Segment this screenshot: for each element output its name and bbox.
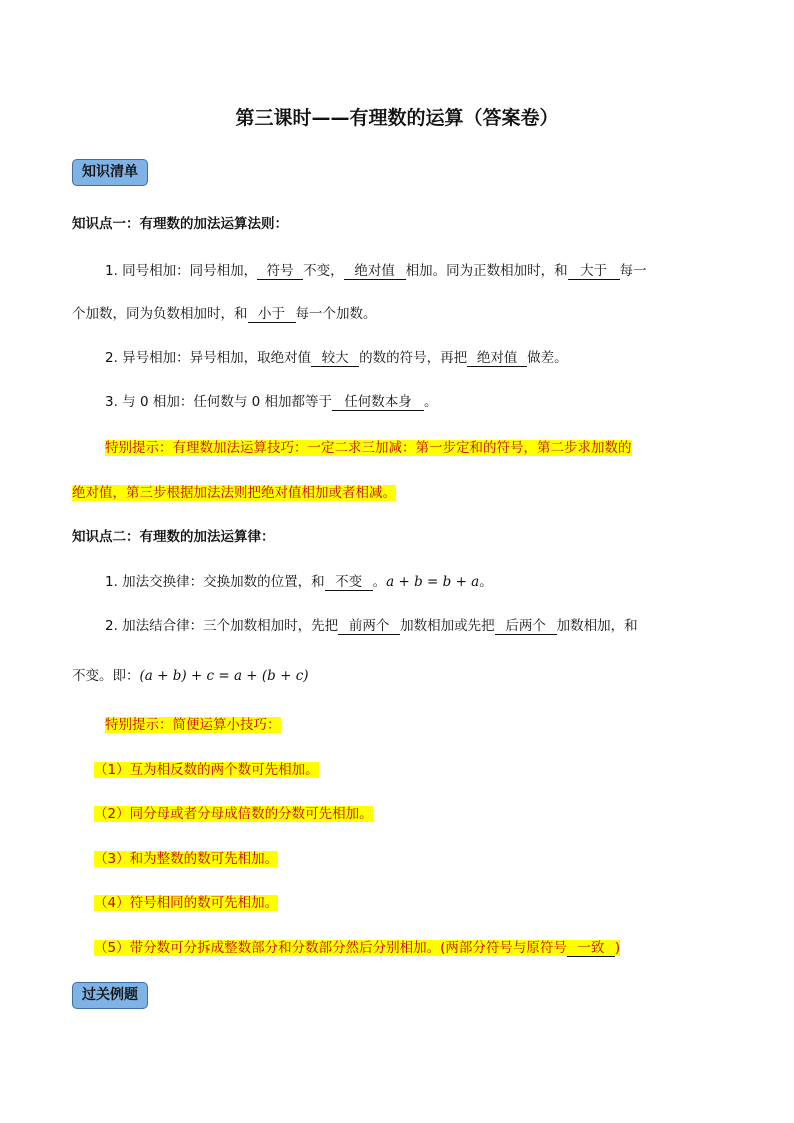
text: 每一个加数。 [295, 306, 377, 322]
answer-blank: 绝对值 [344, 263, 406, 280]
text: 不变， [303, 263, 344, 279]
tip-text: （3）和为整数的数可先相加。 [94, 851, 279, 867]
answer-blank: 绝对值 [467, 350, 527, 367]
answer-blank: 小于 [248, 306, 296, 323]
kp1-rule2 [105, 346, 568, 367]
kp2-tip-3 [94, 847, 278, 867]
page-title: 第三课时——有理数的运算（答案卷） [235, 107, 559, 129]
tip-text: 绝对值，第三步根据加法法则把绝对值相加或者相减。 [72, 485, 396, 501]
tip-text: 特别提示：简便运算小技巧： [105, 717, 281, 733]
kp2-tip-4 [94, 891, 278, 911]
kp1-tip-line2 [72, 481, 396, 501]
text: 每一 [619, 263, 647, 279]
tip-text: （1）互为相反数的两个数可先相加。 [94, 762, 319, 778]
kp1-tip-line1 [105, 436, 632, 456]
answer-blank: 后两个 [495, 618, 557, 635]
text: 。 [479, 574, 493, 590]
kp2-heading: 知识点二：有理数的加法运算律： [72, 529, 275, 545]
text: 做差。 [527, 350, 568, 366]
kp1-heading: 知识点一：有理数的加法运算法则： [72, 216, 288, 232]
answer-blank: 符号 [257, 263, 303, 280]
text: 加数相加，和 [556, 618, 638, 634]
kp2-tip-title [105, 713, 281, 733]
kp1-rule3 [105, 390, 438, 411]
text: 加数相加或先把 [400, 618, 495, 634]
text: 1. 同号相加：同号相加， [105, 263, 258, 279]
kp2-rule2-cont [72, 664, 309, 684]
associative-formula: (a + b) + c = a + (b + c) [139, 668, 309, 684]
text: 。 [424, 394, 438, 410]
text: 不变。即： [72, 668, 140, 684]
text: 3. 与 0 相加：任何数与 0 相加都等于 [105, 394, 333, 410]
kp2-tip-5 [94, 936, 620, 957]
commutative-formula: a + b = b + a [386, 574, 480, 590]
tip-text: （5）带分数可分拆成整数部分和分数部分然后分别相加。(两部分符号与原符号 [94, 940, 567, 956]
tip-text: ) [614, 940, 621, 956]
answer-blank: 大于 [568, 263, 620, 280]
text: 个加数，同为负数相加时，和 [72, 306, 248, 322]
text: 1. 加法交换律：交换加数的位置，和 [105, 574, 325, 590]
kp2-tip-2 [94, 802, 373, 822]
kp1-rule1 [105, 259, 647, 280]
section-badge-knowledge: 知识清单 [72, 159, 148, 186]
answer-blank: 不变 [325, 574, 373, 591]
tip-text: （4）符号相同的数可先相加。 [94, 895, 279, 911]
kp2-rule1 [105, 570, 493, 591]
kp1-rule1-cont [72, 302, 377, 323]
answer-blank: 一致 [567, 940, 615, 957]
text: 。 [372, 574, 387, 590]
text: 相加。同为正数相加时，和 [405, 263, 568, 279]
text: 的数的符号，再把 [359, 350, 468, 366]
tip-text: 特别提示：有理数加法运算技巧：一定二求三加减：第一步定和的符号，第二步求加数的 [105, 440, 632, 456]
kp2-tip-1 [94, 758, 319, 778]
section-badge-examples: 过关例题 [72, 982, 148, 1009]
answer-blank: 较大 [311, 350, 359, 367]
text: 2. 异号相加：异号相加，取绝对值 [105, 350, 312, 366]
tip-text: （2）同分母或者分母成倍数的分数可先相加。 [94, 806, 373, 822]
text: 2. 加法结合律：三个加数相加时，先把 [105, 618, 339, 634]
answer-blank: 前两个 [338, 618, 400, 635]
answer-blank: 任何数本身 [332, 394, 424, 411]
kp2-rule2 [105, 614, 638, 635]
